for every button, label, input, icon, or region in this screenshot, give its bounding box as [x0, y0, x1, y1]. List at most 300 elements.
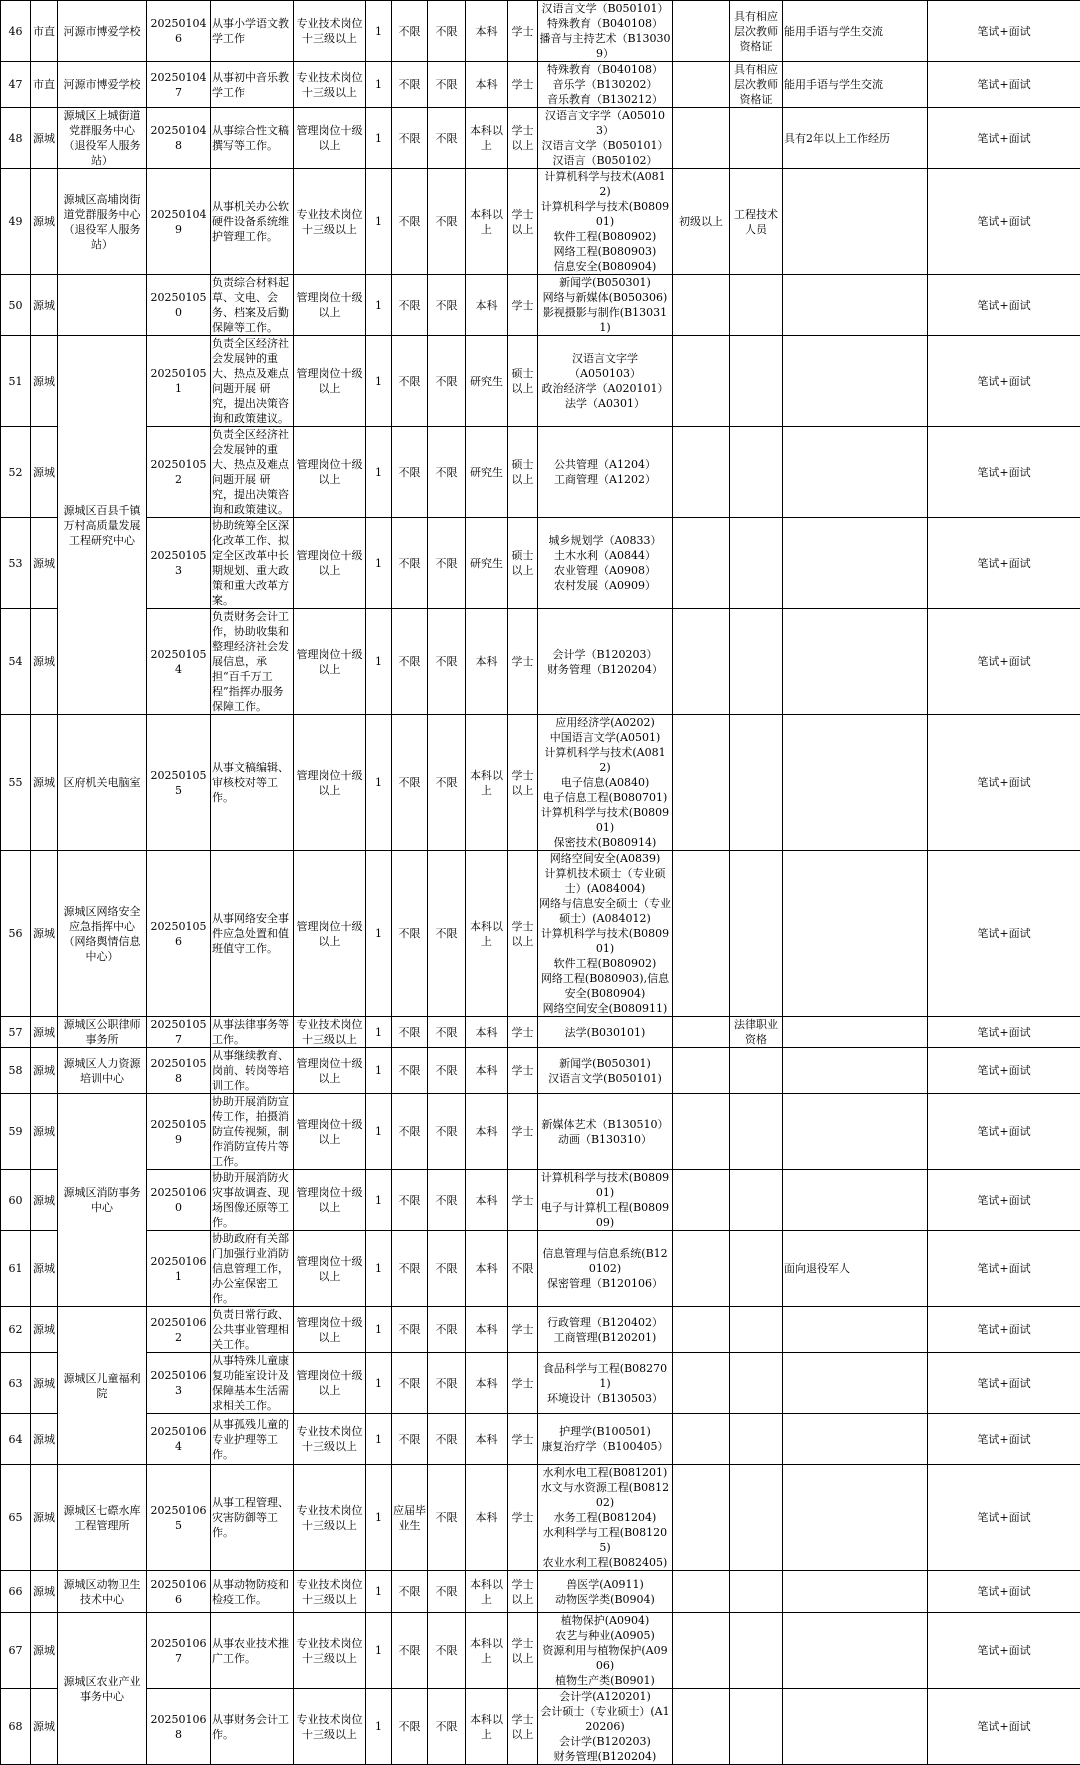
cell-duty: 从事动物防疫和检疫工作。	[211, 1571, 294, 1613]
cell-post: 管理岗位十级以上	[294, 1307, 366, 1353]
cell-duty: 从事孤残儿童的专业护理等工作。	[211, 1414, 294, 1465]
cell-duty: 从事特殊儿童康复功能室设计及保障基本生活需求相关工作。	[211, 1353, 294, 1414]
cell-edu: 研究生	[466, 336, 508, 427]
cell-unit	[58, 275, 147, 336]
cell-pol: 不限	[428, 336, 466, 427]
cell-num: 1	[366, 1, 392, 62]
cell-pol: 不限	[428, 518, 466, 609]
cell-post: 专业技术岗位十三级以上	[294, 1689, 366, 1765]
cell-exam: 笔试+面试	[928, 336, 1080, 427]
cell-other	[783, 1465, 928, 1571]
cell-other	[783, 1094, 928, 1170]
cell-area: 源城	[31, 1231, 58, 1307]
cell-num: 1	[366, 336, 392, 427]
cell-area: 源城	[31, 1048, 58, 1094]
cell-other	[783, 1048, 928, 1094]
cell-duty: 从事文稿编辑、审核校对等工作。	[211, 715, 294, 851]
cell-cert	[730, 1689, 783, 1765]
cell-exam: 笔试+面试	[928, 1094, 1080, 1170]
cell-duty: 负责全区经济社会发展钟的重大、热点及难点问题开展 研究，提出决策咨询和政策建议。	[211, 427, 294, 518]
cell-no: 46	[1, 1, 31, 62]
cell-num: 1	[366, 518, 392, 609]
cell-exam: 笔试+面试	[928, 1307, 1080, 1353]
cell-major: 新闻学(B050301) 网络与新媒体(B050306) 影视摄影与制作(B130311)	[538, 275, 673, 336]
cell-no: 64	[1, 1414, 31, 1465]
cell-duty: 从事工程管理、灾害防御等工作。	[211, 1465, 294, 1571]
cell-deg: 学士	[508, 1094, 538, 1170]
cell-pol: 不限	[428, 1689, 466, 1765]
cell-num: 1	[366, 169, 392, 275]
cell-no: 65	[1, 1465, 31, 1571]
cell-title	[673, 1307, 730, 1353]
table-row	[1, 1689, 1080, 1765]
cell-duty: 从事农业技术推广工作。	[211, 1613, 294, 1689]
cell-major: 会计学（B120203） 财务管理（B120204）	[538, 609, 673, 715]
cell-unit-merged: 源城区消防事务中心	[58, 1094, 147, 1307]
cell-edu: 本科以上	[466, 169, 508, 275]
cell-post: 专业技术岗位十三级以上	[294, 62, 366, 108]
cell-title	[673, 1231, 730, 1307]
cell-area: 源城	[31, 1689, 58, 1765]
cell-age: 不限	[392, 108, 428, 169]
cell-duty: 协助统筹全区深化改革工作、拟定全区改革中长期规划、重大政策和重大改革方案。	[211, 518, 294, 609]
cell-major: 计算机科学与技术(B080901) 电子与计算机工程(B080909)	[538, 1170, 673, 1231]
table-row	[1, 518, 1080, 609]
cell-num: 1	[366, 1571, 392, 1613]
cell-pol: 不限	[428, 1353, 466, 1414]
cell-exam: 笔试+面试	[928, 1231, 1080, 1307]
cell-other: 能用手语与学生交流	[783, 1, 928, 62]
cell-title	[673, 1414, 730, 1465]
cell-num: 1	[366, 1465, 392, 1571]
cell-other	[783, 427, 928, 518]
cell-major: 汉语言文字学（A050103） 汉语言文学（B050101） 汉语言（B050102）	[538, 108, 673, 169]
cell-exam: 笔试+面试	[928, 1414, 1080, 1465]
cell-post: 专业技术岗位十三级以上	[294, 169, 366, 275]
cell-area: 源城	[31, 1094, 58, 1170]
cell-area: 源城	[31, 851, 58, 1017]
cell-edu: 本科以上	[466, 1689, 508, 1765]
cell-duty: 从事网络安全事件应急处置和值班值守工作。	[211, 851, 294, 1017]
cell-num: 1	[366, 1307, 392, 1353]
cell-edu: 本科以上	[466, 108, 508, 169]
cell-post: 专业技术岗位十三级以上	[294, 1613, 366, 1689]
table-row	[1, 427, 1080, 518]
cell-cert	[730, 275, 783, 336]
cell-exam: 笔试+面试	[928, 1571, 1080, 1613]
cell-other	[783, 1414, 928, 1465]
cell-title	[673, 609, 730, 715]
cell-area: 源城	[31, 1465, 58, 1571]
cell-post: 管理岗位十级以上	[294, 275, 366, 336]
cell-num: 1	[366, 1094, 392, 1170]
cell-age: 不限	[392, 1353, 428, 1414]
cell-duty: 从事综合性文稿撰写等工作。	[211, 108, 294, 169]
cell-deg: 学士	[508, 1465, 538, 1571]
cell-exam: 笔试+面试	[928, 715, 1080, 851]
cell-area: 源城	[31, 1353, 58, 1414]
cell-unit: 源城区上城街道党群服务中心（退役军人服务站）	[58, 108, 147, 169]
cell-deg: 学士	[508, 1, 538, 62]
cell-title	[673, 1094, 730, 1170]
cell-title	[673, 1353, 730, 1414]
cell-pol: 不限	[428, 1307, 466, 1353]
cell-pol: 不限	[428, 427, 466, 518]
table-row	[1, 1231, 1080, 1307]
cell-area: 源城	[31, 1414, 58, 1465]
cell-area: 市直	[31, 1, 58, 62]
table-row	[1, 1414, 1080, 1465]
cell-age: 不限	[392, 715, 428, 851]
cell-pol: 不限	[428, 1231, 466, 1307]
cell-edu: 本科	[466, 1307, 508, 1353]
cell-area: 源城	[31, 427, 58, 518]
cell-pol: 不限	[428, 851, 466, 1017]
cell-edu: 本科	[466, 609, 508, 715]
cell-area: 源城	[31, 1017, 58, 1048]
cell-cert	[730, 427, 783, 518]
cell-cert: 法律职业资格	[730, 1017, 783, 1048]
cell-post: 管理岗位十级以上	[294, 1048, 366, 1094]
cell-code: 202501054	[147, 609, 211, 715]
cell-no: 57	[1, 1017, 31, 1048]
cell-title	[673, 62, 730, 108]
cell-age: 不限	[392, 1, 428, 62]
cell-post: 管理岗位十级以上	[294, 336, 366, 427]
cell-cert	[730, 518, 783, 609]
cell-area: 源城	[31, 1170, 58, 1231]
cell-code: 202501057	[147, 1017, 211, 1048]
cell-major: 会计学(A120201) 会计硕士（专业硕士）(A120206) 会计学(B120203) 财务管理(B120204)	[538, 1689, 673, 1765]
cell-duty: 协助政府有关部门加强行业消防信息管理工作，办公室保密工作。	[211, 1231, 294, 1307]
cell-exam: 笔试+面试	[928, 62, 1080, 108]
cell-no: 62	[1, 1307, 31, 1353]
table-row	[1, 1465, 1080, 1571]
cell-cert	[730, 851, 783, 1017]
cell-deg: 学士	[508, 609, 538, 715]
cell-post: 专业技术岗位十三级以上	[294, 1571, 366, 1613]
cell-code: 202501067	[147, 1613, 211, 1689]
cell-pol: 不限	[428, 1170, 466, 1231]
cell-post: 管理岗位十级以上	[294, 851, 366, 1017]
cell-exam: 笔试+面试	[928, 1, 1080, 62]
cell-post: 管理岗位十级以上	[294, 1094, 366, 1170]
cell-exam: 笔试+面试	[928, 108, 1080, 169]
cell-age: 不限	[392, 62, 428, 108]
table-row	[1, 609, 1080, 715]
cell-unit-merged: 源城区儿童福利院	[58, 1307, 147, 1465]
cell-edu: 本科	[466, 1170, 508, 1231]
cell-cert	[730, 1307, 783, 1353]
table-row	[1, 1353, 1080, 1414]
cell-code: 202501068	[147, 1689, 211, 1765]
cell-num: 1	[366, 851, 392, 1017]
table-row	[1, 169, 1080, 275]
cell-age: 不限	[392, 336, 428, 427]
cell-code: 202501059	[147, 1094, 211, 1170]
cell-area: 源城	[31, 169, 58, 275]
cell-cert: 具有相应层次教师资格证	[730, 1, 783, 62]
cell-age: 不限	[392, 1414, 428, 1465]
cell-duty: 从事小学语文教学工作	[211, 1, 294, 62]
cell-unit: 源城区人力资源培训中心	[58, 1048, 147, 1094]
cell-edu: 本科	[466, 1094, 508, 1170]
cell-other: 面向退役军人	[783, 1231, 928, 1307]
cell-exam: 笔试+面试	[928, 518, 1080, 609]
cell-num: 1	[366, 1353, 392, 1414]
cell-exam: 笔试+面试	[928, 427, 1080, 518]
cell-deg: 硕士以上	[508, 336, 538, 427]
cell-cert	[730, 715, 783, 851]
cell-post: 管理岗位十级以上	[294, 1170, 366, 1231]
cell-unit: 区府机关电脑室	[58, 715, 147, 851]
cell-pol: 不限	[428, 1613, 466, 1689]
cell-cert: 工程技术人员	[730, 169, 783, 275]
cell-title	[673, 1170, 730, 1231]
cell-age: 不限	[392, 1231, 428, 1307]
cell-deg: 学士以上	[508, 1613, 538, 1689]
cell-exam: 笔试+面试	[928, 1353, 1080, 1414]
cell-duty: 从事机关办公软硬件设备系统维护管理工作。	[211, 169, 294, 275]
cell-area: 源城	[31, 518, 58, 609]
cell-pol: 不限	[428, 275, 466, 336]
cell-major: 城乡规划学（A0833） 土木水利（A0844） 农业管理（A0908） 农村发展（A0909）	[538, 518, 673, 609]
cell-title	[673, 275, 730, 336]
cell-code: 202501066	[147, 1571, 211, 1613]
cell-major: 汉语言文学（B050101） 特殊教育（B040108） 播音与主持艺术（B130309）	[538, 1, 673, 62]
cell-area: 源城	[31, 336, 58, 427]
cell-deg: 硕士以上	[508, 427, 538, 518]
cell-exam: 笔试+面试	[928, 169, 1080, 275]
cell-deg: 学士	[508, 1017, 538, 1048]
cell-area: 源城	[31, 609, 58, 715]
cell-exam: 笔试+面试	[928, 1170, 1080, 1231]
cell-no: 54	[1, 609, 31, 715]
cell-code: 202501051	[147, 336, 211, 427]
cell-title	[673, 1613, 730, 1689]
cell-post: 管理岗位十级以上	[294, 518, 366, 609]
cell-major: 新媒体艺术（B130510） 动画（B130310）	[538, 1094, 673, 1170]
table-row	[1, 1017, 1080, 1048]
cell-other: 能用手语与学生交流	[783, 62, 928, 108]
cell-title	[673, 851, 730, 1017]
cell-edu: 本科	[466, 275, 508, 336]
cell-deg: 学士	[508, 62, 538, 108]
cell-code: 202501048	[147, 108, 211, 169]
cell-deg: 学士	[508, 1414, 538, 1465]
cell-major: 植物保护(A0904) 农艺与种业(A0905) 资源利用与植物保护(A0906) 植物生产类(B0901)	[538, 1613, 673, 1689]
cell-code: 202501065	[147, 1465, 211, 1571]
cell-post: 管理岗位十级以上	[294, 715, 366, 851]
cell-title	[673, 1689, 730, 1765]
cell-code: 202501046	[147, 1, 211, 62]
cell-num: 1	[366, 1170, 392, 1231]
cell-area: 源城	[31, 1571, 58, 1613]
cell-age: 不限	[392, 1613, 428, 1689]
cell-post: 专业技术岗位十三级以上	[294, 1017, 366, 1048]
cell-major: 护理学(B100501) 康复治疗学（B100405）	[538, 1414, 673, 1465]
cell-edu: 本科以上	[466, 715, 508, 851]
cell-num: 1	[366, 1414, 392, 1465]
cell-exam: 笔试+面试	[928, 609, 1080, 715]
cell-age: 不限	[392, 518, 428, 609]
cell-duty: 负责日常行政、公共事业管理相关工作。	[211, 1307, 294, 1353]
cell-no: 49	[1, 169, 31, 275]
cell-deg: 学士以上	[508, 715, 538, 851]
cell-age: 不限	[392, 1571, 428, 1613]
table-row	[1, 1048, 1080, 1094]
cell-code: 202501053	[147, 518, 211, 609]
cell-deg: 不限	[508, 1231, 538, 1307]
cell-code: 202501055	[147, 715, 211, 851]
cell-duty: 从事继续教育、岗前、转岗等培训工作。	[211, 1048, 294, 1094]
cell-deg: 学士以上	[508, 1689, 538, 1765]
cell-no: 63	[1, 1353, 31, 1414]
cell-age: 不限	[392, 427, 428, 518]
cell-no: 66	[1, 1571, 31, 1613]
cell-edu: 本科	[466, 1017, 508, 1048]
cell-code: 202501061	[147, 1231, 211, 1307]
cell-major: 水利水电工程(B081201) 水文与水资源工程(B081202) 水务工程(B081204) 水利科学与工程(B081205) 农业水利工程(B082405)	[538, 1465, 673, 1571]
cell-exam: 笔试+面试	[928, 1048, 1080, 1094]
cell-other	[783, 1613, 928, 1689]
cell-edu: 本科	[466, 1, 508, 62]
cell-other	[783, 1571, 928, 1613]
cell-cert	[730, 1048, 783, 1094]
table-row	[1, 62, 1080, 108]
cell-major: 新闻学(B050301) 汉语言文学(B050101)	[538, 1048, 673, 1094]
cell-major: 食品科学与工程(B082701) 环境设计（B130503）	[538, 1353, 673, 1414]
cell-age: 不限	[392, 169, 428, 275]
cell-edu: 本科	[466, 62, 508, 108]
cell-title	[673, 715, 730, 851]
cell-age: 不限	[392, 1094, 428, 1170]
cell-cert	[730, 1170, 783, 1231]
cell-area: 源城	[31, 1613, 58, 1689]
cell-cert	[730, 1465, 783, 1571]
cell-title	[673, 1017, 730, 1048]
cell-pol: 不限	[428, 108, 466, 169]
cell-num: 1	[366, 1231, 392, 1307]
cell-no: 67	[1, 1613, 31, 1689]
cell-major: 信息管理与信息系统(B120102) 保密管理（B120106）	[538, 1231, 673, 1307]
cell-code: 202501056	[147, 851, 211, 1017]
cell-title	[673, 336, 730, 427]
cell-edu: 研究生	[466, 518, 508, 609]
cell-duty: 负责综合材料起草、文电、会务、档案及后勤保障等工作。	[211, 275, 294, 336]
cell-age: 不限	[392, 1307, 428, 1353]
cell-pol: 不限	[428, 169, 466, 275]
cell-duty: 协助开展消防火灾事故调查、现场图像还原等工作。	[211, 1170, 294, 1231]
cell-title	[673, 1571, 730, 1613]
cell-exam: 笔试+面试	[928, 1613, 1080, 1689]
cell-edu: 研究生	[466, 427, 508, 518]
cell-title	[673, 518, 730, 609]
cell-num: 1	[366, 1048, 392, 1094]
cell-duty: 负责财务会计工作，协助收集和整理经济社会发展信息，承担“百千万工程”指挥办服务保障工作。	[211, 609, 294, 715]
cell-edu: 本科	[466, 1231, 508, 1307]
cell-age: 不限	[392, 609, 428, 715]
cell-cert	[730, 609, 783, 715]
cell-num: 1	[366, 609, 392, 715]
table-row	[1, 275, 1080, 336]
cell-cert	[730, 108, 783, 169]
cell-pol: 不限	[428, 715, 466, 851]
cell-code: 202501062	[147, 1307, 211, 1353]
table-row	[1, 108, 1080, 169]
cell-edu: 本科	[466, 1048, 508, 1094]
cell-major: 特殊教育（B040108） 音乐学（B130202） 音乐教育（B130212）	[538, 62, 673, 108]
cell-area: 源城	[31, 1307, 58, 1353]
cell-age: 不限	[392, 1689, 428, 1765]
cell-deg: 学士	[508, 1048, 538, 1094]
cell-num: 1	[366, 1613, 392, 1689]
cell-edu: 本科	[466, 1353, 508, 1414]
table-row	[1, 1170, 1080, 1231]
cell-deg: 学士以上	[508, 1571, 538, 1613]
cell-pol: 不限	[428, 1094, 466, 1170]
cell-age: 应届毕业生	[392, 1465, 428, 1571]
cell-post: 管理岗位十级以上	[294, 1231, 366, 1307]
cell-title	[673, 1, 730, 62]
cell-major: 应用经济学(A0202) 中国语言文学(A0501) 计算机科学与技术(A0812) 电子信息(A0840) 电子信息工程(B080701) 计算机科学与技术(B080901) 保密技术(B080914)	[538, 715, 673, 851]
cell-pol: 不限	[428, 1017, 466, 1048]
cell-code: 202501058	[147, 1048, 211, 1094]
cell-age: 不限	[392, 1170, 428, 1231]
cell-duty: 从事初中音乐教学工作	[211, 62, 294, 108]
cell-major: 公共管理（A1204） 工商管理（A1202）	[538, 427, 673, 518]
cell-other	[783, 1170, 928, 1231]
cell-major: 行政管理（B120402） 工商管理(B120201)	[538, 1307, 673, 1353]
cell-duty: 从事法律事务等工作。	[211, 1017, 294, 1048]
cell-exam: 笔试+面试	[928, 1689, 1080, 1765]
cell-cert	[730, 336, 783, 427]
cell-major: 法学(B030101)	[538, 1017, 673, 1048]
cell-pol: 不限	[428, 1571, 466, 1613]
cell-other	[783, 275, 928, 336]
cell-post: 专业技术岗位十三级以上	[294, 1, 366, 62]
cell-cert	[730, 1231, 783, 1307]
cell-major: 网络空间安全(A0839) 计算机技术硕士（专业硕士）(A084004) 网络与信息安全硕士（专业硕士）(A084012) 计算机科学与技术(B080901) 软件工程(B080902) 网络工程(B080903),信息安全(B080904) 网络空间安全(B080911)	[538, 851, 673, 1017]
cell-other	[783, 169, 928, 275]
cell-unit: 河源市博爱学校	[58, 1, 147, 62]
cell-num: 1	[366, 427, 392, 518]
cell-code: 202501049	[147, 169, 211, 275]
cell-cert	[730, 1353, 783, 1414]
cell-other	[783, 851, 928, 1017]
cell-pol: 不限	[428, 1048, 466, 1094]
cell-unit-merged: 源城区百县千镇万村高质量发展工程研究中心	[58, 336, 147, 715]
cell-deg: 学士	[508, 1170, 538, 1231]
cell-exam: 笔试+面试	[928, 1465, 1080, 1571]
cell-area: 源城	[31, 275, 58, 336]
table-row	[1, 336, 1080, 427]
cell-other	[783, 1017, 928, 1048]
cell-title	[673, 1048, 730, 1094]
cell-cert	[730, 1571, 783, 1613]
cell-deg: 学士以上	[508, 108, 538, 169]
cell-pol: 不限	[428, 1, 466, 62]
cell-pol: 不限	[428, 1465, 466, 1571]
cell-post: 管理岗位十级以上	[294, 609, 366, 715]
cell-no: 68	[1, 1689, 31, 1765]
cell-major: 兽医学(A0911) 动物医学类(B0904)	[538, 1571, 673, 1613]
cell-other	[783, 336, 928, 427]
cell-exam: 笔试+面试	[928, 851, 1080, 1017]
cell-code: 202501060	[147, 1170, 211, 1231]
cell-cert	[730, 1613, 783, 1689]
cell-duty: 负责全区经济社会发展钟的重大、热点及难点问题开展 研究，提出决策咨询和政策建议。	[211, 336, 294, 427]
